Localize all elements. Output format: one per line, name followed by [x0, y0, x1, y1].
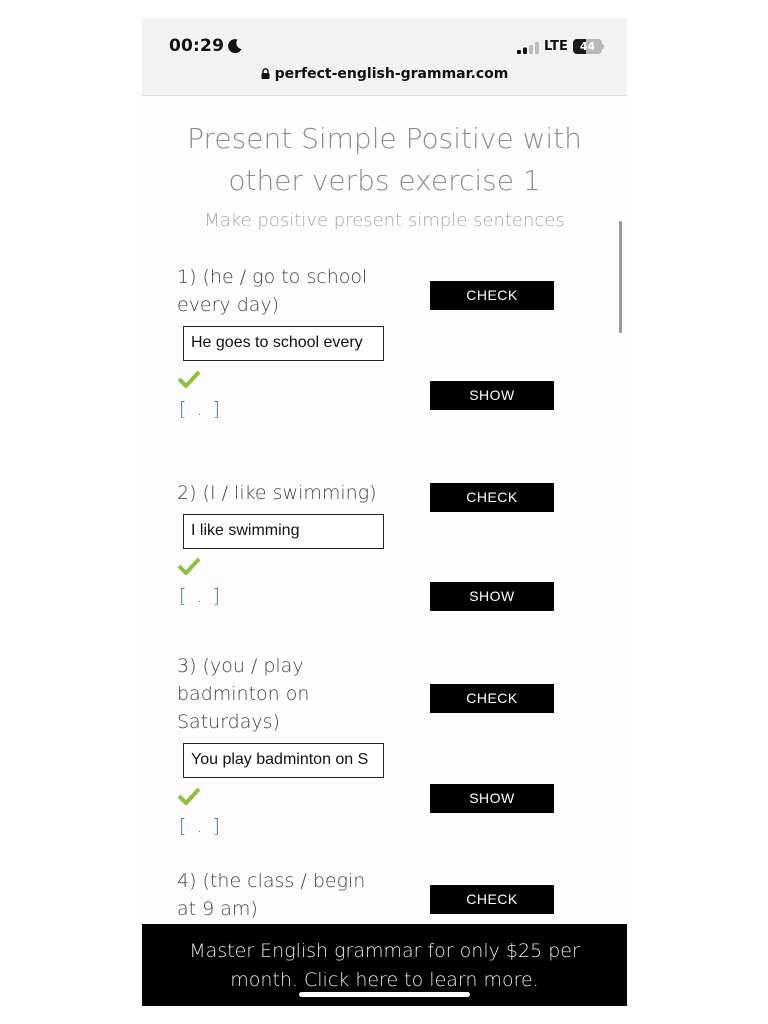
lock-icon — [261, 68, 270, 79]
signal-icon — [517, 42, 539, 54]
question-1-show-button[interactable]: SHOW — [430, 381, 554, 410]
battery-level: 44 — [579, 40, 596, 53]
question-1-prompt — [177, 263, 367, 319]
question-2-check-button[interactable]: CHECK — [430, 483, 554, 512]
question-2-hint[interactable]: [ . ] — [179, 585, 222, 607]
network-label: LTE — [544, 39, 568, 54]
correct-tick-icon — [178, 370, 200, 388]
page-subtitle: Make positive present simple sentences — [204, 210, 565, 231]
question-1-prompt-line: 1) (he / go to school — [177, 266, 368, 288]
status-bar — [142, 18, 627, 96]
url-text: perfect-english-grammar.com — [274, 66, 509, 82]
home-indicator[interactable] — [299, 992, 470, 997]
question-3-prompt-line: badminton on — [177, 683, 310, 705]
status-time: 00:29 — [169, 36, 225, 56]
question-2-prompt-line: 2) (I / like swimming) — [177, 482, 377, 504]
question-1-check-button[interactable]: CHECK — [430, 281, 554, 310]
promo-banner-text[interactable] — [162, 937, 607, 995]
question-4-check-button[interactable]: CHECK — [430, 885, 554, 914]
question-2-answer-input[interactable]: I like swimming — [183, 514, 384, 549]
page-title: Present Simple Positive with other verbs exercise 1 — [187, 122, 582, 197]
question-3-answer-input[interactable]: You play badminton on S — [183, 743, 384, 778]
question-3-check-button[interactable]: CHECK — [430, 684, 554, 713]
promo-banner-link[interactable]: month. Click here to learn more. — [230, 969, 539, 991]
question-4-prompt — [177, 867, 365, 923]
question-3-prompt-line: 3) (you / play — [177, 655, 304, 677]
question-4-prompt-line: at 9 am) — [177, 898, 258, 920]
promo-banner-line: Master English grammar for only $25 per — [189, 940, 580, 962]
question-2-show-button[interactable]: SHOW — [430, 582, 554, 611]
question-1-prompt-line: every day) — [177, 294, 280, 316]
status-divider — [142, 95, 627, 96]
question-3-hint[interactable]: [ . ] — [179, 815, 222, 837]
question-3-show-button[interactable]: SHOW — [430, 784, 554, 813]
battery-icon — [573, 39, 605, 54]
phone-screen — [142, 18, 627, 1006]
correct-tick-icon — [178, 557, 200, 575]
question-1-hint[interactable]: [ . ] — [179, 398, 222, 420]
question-3-prompt — [177, 652, 309, 736]
question-3-prompt-line: Saturdays) — [177, 711, 280, 733]
question-4-prompt-line: 4) (the class / begin — [177, 870, 366, 892]
question-2-prompt — [177, 479, 377, 507]
scrollbar[interactable] — [619, 221, 622, 333]
address-bar[interactable] — [142, 66, 627, 82]
moon-icon — [227, 38, 243, 54]
question-1-answer-input[interactable]: He goes to school every — [183, 326, 384, 361]
correct-tick-icon — [178, 787, 200, 805]
